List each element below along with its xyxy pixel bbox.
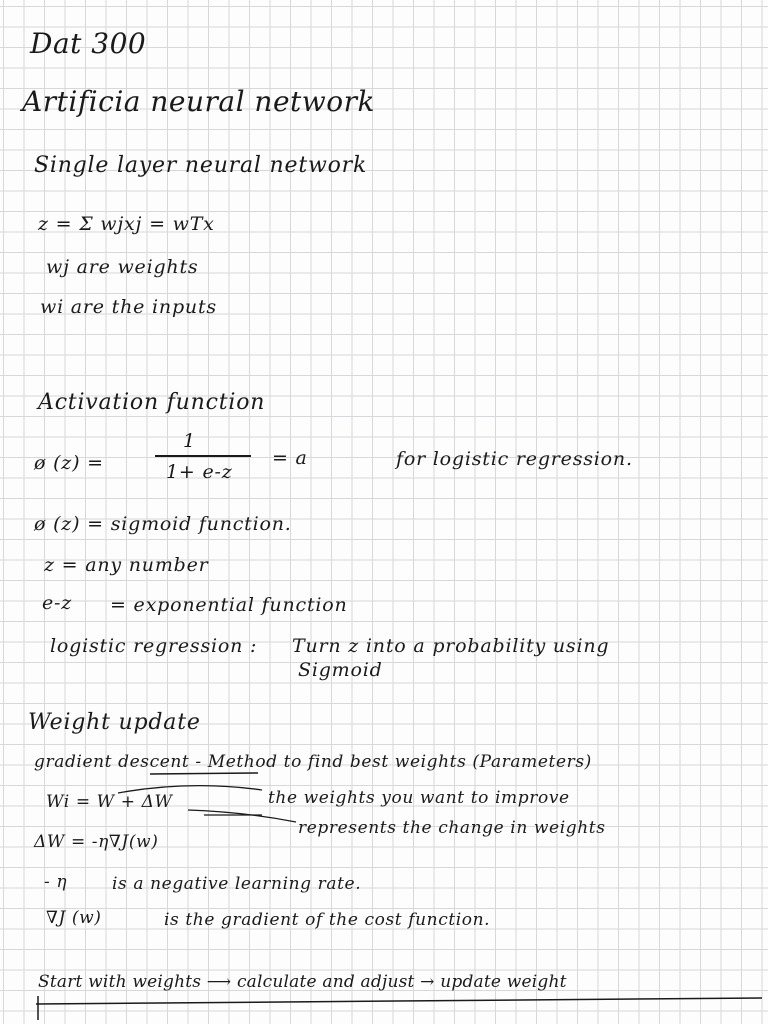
weight-update-heading: Weight update [28,710,201,735]
sigmoid-definition: ø (z) = sigmoid function. [34,513,292,535]
activation-heading: Activation function [38,390,266,415]
eta-description: is a negative learning rate. [112,874,362,894]
logistic-label: logistic regression : [50,635,258,657]
course-title: Dat 300 [30,27,147,60]
z-definition: z = any number [44,554,209,576]
update-rule: Wi = W + ΔW [46,792,173,812]
logistic-text-2: Sigmoid [298,659,383,681]
descent-underline [150,773,258,774]
grad-description: is the gradient of the cost function. [164,910,491,930]
workflow-line: Start with weights ⟶ calculate and adjust → update weight [38,972,567,992]
update-note: the weights you want to improve [268,788,570,808]
net-input-formula: z = Σ wjxj = wTx [38,213,215,235]
activation-lhs: ø (z) = [34,452,104,474]
exp-definition: = exponential function [110,594,348,616]
eta-symbol: - η [44,872,68,892]
delta-rule: ΔW = -η∇J(w) [34,832,159,852]
subtitle-heading: Single layer neural network [34,153,368,178]
connector-curve [188,810,296,822]
fraction-numerator: 1 [183,430,196,452]
logistic-note: for logistic regression. [396,448,633,470]
exp-symbol: e-z [42,592,73,614]
activation-rhs: = a [272,447,308,469]
workflow-baseline [36,998,762,1004]
gradient-descent-line: gradient descent - Method to find best weights (Parameters) [34,752,592,772]
delta-note: represents the change in weights [298,818,606,838]
logistic-text: Turn z into a probability using [292,635,610,657]
weights-description: wj are weights [46,256,199,278]
inputs-description: wi are the inputs [40,296,217,318]
update-arc [118,786,262,793]
topic-heading: Artificia neural network [22,85,375,118]
fraction-denominator: 1+ e-z [166,461,233,483]
grad-symbol: ∇J (w) [46,908,102,928]
